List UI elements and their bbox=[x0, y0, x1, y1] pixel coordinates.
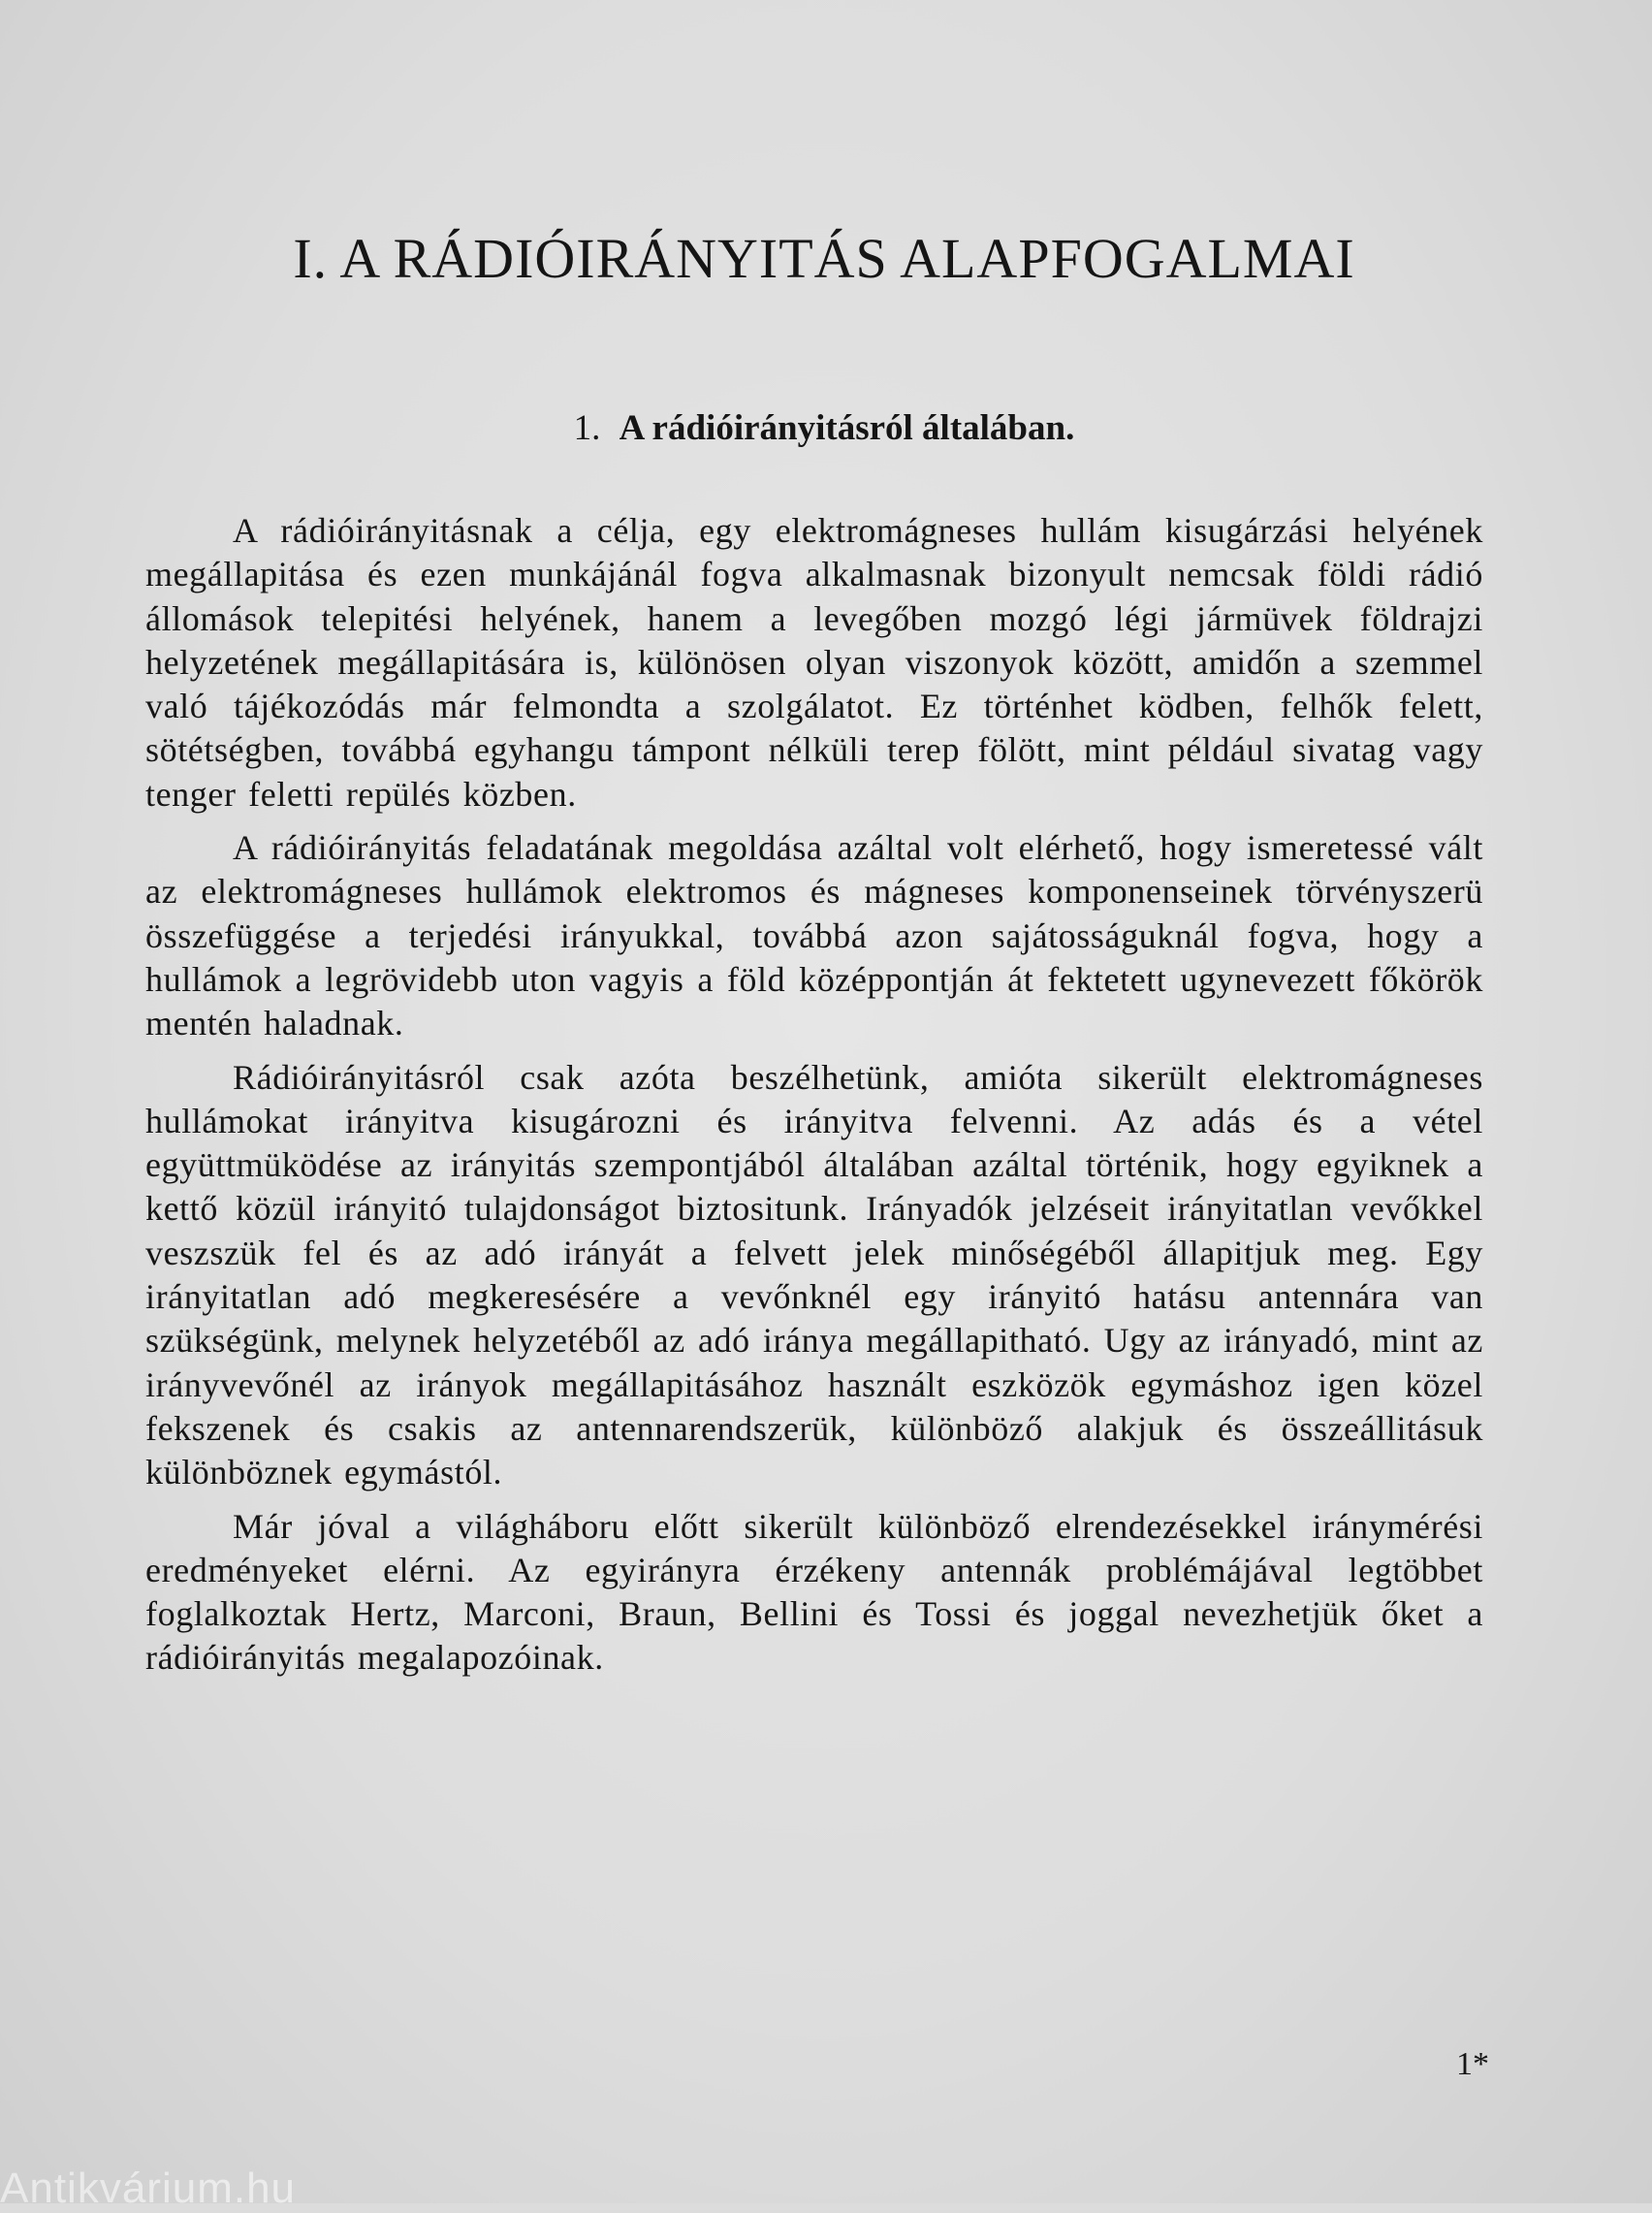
chapter-title: I. A RÁDIÓIRÁNYITÁS ALAPFOGALMAI bbox=[293, 227, 1355, 290]
body-text bbox=[145, 509, 1483, 1690]
section-number: 1. bbox=[573, 408, 601, 448]
paragraph-3: Rádióirányitásról csak azóta beszélhetünk, amióta sikerült elektromágneses hullámokat irányitva kisugározni és irányitva felvenni. Az adás és a vétel együttmüködése az irányitás szempontjából általában azáltal történik, hogy egyiknek a kettő közül irányitó tulajdonságot biztositunk. Irányadók jelzéseit irányitatlan vevőkkel veszszük fel és az adó irányát a felvett jelek minőségéből állapitjuk meg. Egy irányitatlan adó megkeresésére a vevőnknél egy irányitó hatásu antennára van szükségünk, melynek helyzetéből az adó iránya megállapitható. Ugy az irányadó, mint az irányvevőnél az irányok megállapitásához használt eszközök egymáshoz igen közel fekszenek és csakis az antennarendszerük, különböző alakjuk és összeállitásuk különböznek egymástól. bbox=[145, 1057, 1483, 1492]
section-title: A rádióirányitásról általában. bbox=[619, 408, 1075, 448]
watermark: Antikvárium.hu bbox=[0, 2165, 297, 2212]
paragraph-4: Már jóval a világháboru előtt sikerült különböző elrendezésekkel iránymérési eredményeket elérni. Az egyirányra érzékeny antennák problémájával legtöbbet foglalkoztak Hertz, Marconi, Braun, Bellini és Tossi és joggal nevezhetjük őket a rádióirányitás megalapozóinak. bbox=[145, 1506, 1483, 1678]
section-heading bbox=[145, 407, 1503, 450]
paragraph-1: A rádióirányitásnak a célja, egy elektromágneses hullám kisugárzási helyének megállapitása és ezen munkájánál fogva alkalmasnak bizonyult nemcsak földi rádió állomások telepitési helyének, hanem a levegőben mozgó légi jármüvek földrajzi helyzetének megállapitására is, különösen olyan viszonyok között, amidőn a szemmel való tájékozódás már felmondta a szolgálatot. Ez történhet ködben, felhők felett, sötétségben, továbbá egyhangu támpont nélküli terep fölött, mint például sivatag vagy tenger feletti repülés közben. bbox=[145, 511, 1483, 814]
paragraph-2: A rádióirányitás feladatának megoldása azáltal volt elérhető, hogy ismeretessé vált az elektromágneses hullámok elektromos és mágneses komponenseinek törvényszerü összefüggése a terjedési irányukkal, továbbá azon sajátosságuknál fogva, hogy a hullámok a legrövidebb uton vagyis a föld középpontján át fektetett ugynevezett főkörök mentén haladnak. bbox=[145, 828, 1483, 1043]
page-number: 1* bbox=[1456, 2046, 1489, 2082]
